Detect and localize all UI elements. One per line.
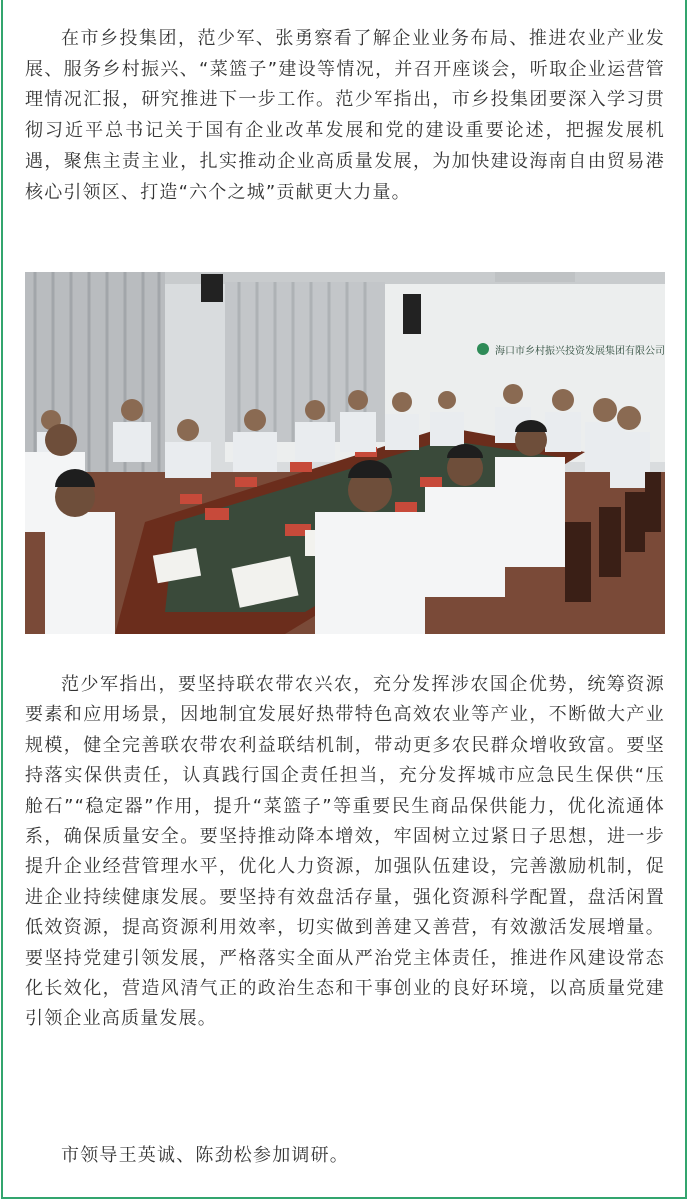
wall-sign: 海口市乡村振兴投资发展集团有限公司: [495, 346, 665, 357]
article-paragraph-2: 范少军指出，要坚持联农带农兴农，充分发挥涉农国企优势，统筹资源要素和应用场景，因地制宜发展好热带特色高效农业等产业，不断做大产业规模，健全完善联农带农利益联结机制，带动更多农民群众增收致富。要坚持落实保供责任，认真践行国企责任担当，充分发挥城市应急民生保供“压舱石”“稳定器”作用，提升“菜篮子”等重要民生商品保供能力，优化流通体系，确保质量安全。要坚持推动降本增效，牢固树立过紧日子思想，进一步提升企业经营管理水平，优化人力资源，加强队伍建设，完善激励机制，促进企业持续健康发展。要坚持有效盘活存量，强化资源科学配置，盘活闲置低效资源，提高资源利用效率，切实做到善建又善营，有效激活发展增量。要坚持党建引领发展，严格落实全面从严治党主体责任，推进作风建设常态化长效化，营造风清气正的政治生态和干事创业的良好环境，以高质量党建引领企业高质量发展。: [25, 674, 665, 1030]
article-paragraph-1: 在市乡投集团，范少军、张勇察看了解企业业务布局、推进农业产业发展、服务乡村振兴、“菜篮子”建设等情况，并召开座谈会，听取企业运营管理情况汇报，研究推进下一步工作。范少军指出，市乡投集团要深入学习贯彻习近平总书记关于国有企业改革发展和党的建设重要论述，把握发展机遇，聚焦主责主业，扎实推动企业高质量发展，为加快建设海南自由贸易港核心引领区、打造“六个之城”贡献更大力量。: [25, 28, 665, 203]
article-paragraph-3: 市领导王英诚、陈劲松参加调研。: [61, 1145, 349, 1166]
meeting-photo: [25, 272, 665, 634]
